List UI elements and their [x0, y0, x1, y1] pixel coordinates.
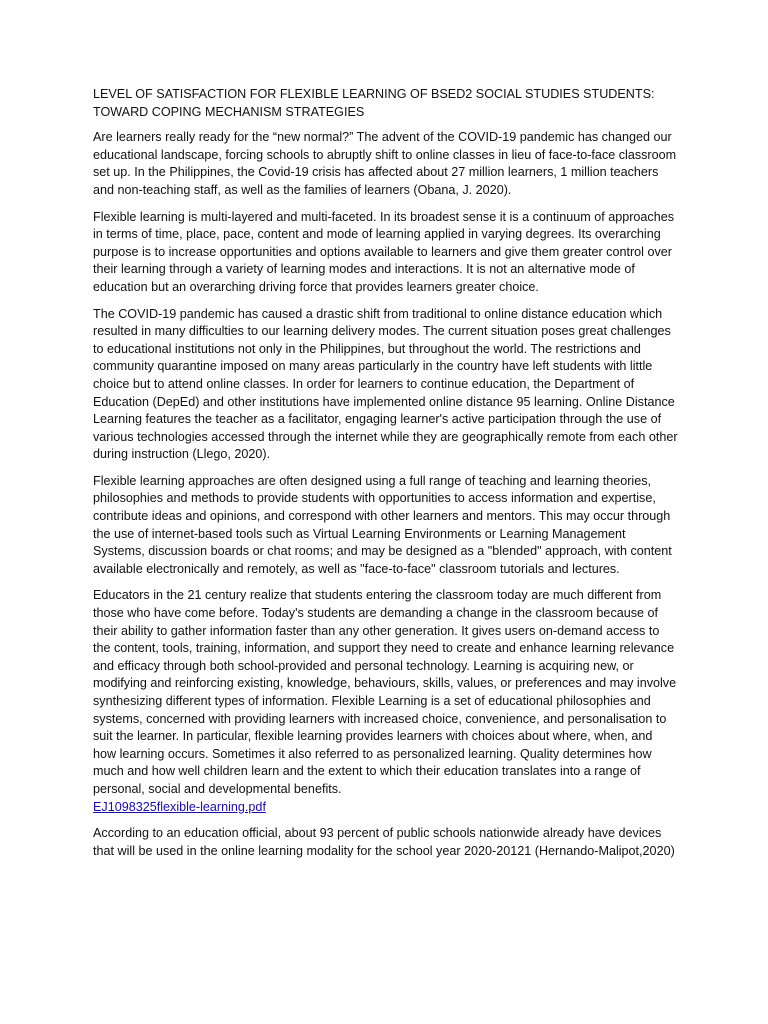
document-title: LEVEL OF SATISFACTION FOR FLEXIBLE LEARNING OF BSED2 SOCIAL STUDIES STUDENTS: TOWARD COPING MECHANISM STRATEGIES — [93, 87, 655, 119]
paragraph-flexible-learning-definition: Flexible learning is multi-layered and multi-faceted. In its broadest sense it is a continuum of approaches in terms of time, place, pace, content and mode of learning applied in varying degrees. Its overarching purpose is to increase opportunities and options available to learners and give them greater control over their learning through a variety of learning modes and interactions. It is not an alternative mode of education but an overarching driving force that provides learners greater choice. — [93, 209, 675, 294]
paragraph-covid-shift: The COVID-19 pandemic has caused a drastic shift from traditional to online distance education which resulted in many difficulties to our learning delivery modes. The current situation poses great challenges to educational institutions not only in the Philippines, but throughout the world. The restrictions and community quarantine imposed on many areas particularly in the country have left students with little choice but to attend online classes. In order for learners to continue education, the Department of Education (DepEd) and other institutions have implemented online distance 95 learning. Online Distance Learning features the teacher as a facilitator, engaging learner's active participation through the use of various technologies accessed through the internet while they are geographically remote from each other during instruction (Llego, 2020). — [93, 306, 678, 462]
paragraph-new-normal: Are learners really ready for the “new normal?” The advent of the COVID-19 pandemic has changed our educational landscape, forcing schools to abruptly shift to online classes in lieu of face-to-face classroom set up. In the Philippines, the Covid-19 crisis has affected about 27 million learners, 1 million teachers and non-teaching staff, as well as the families of learners (Obana, J. 2020). — [93, 130, 677, 197]
paragraph-public-schools-devices: According to an education official, about 93 percent of public schools nationwide already have devices that will be used in the online learning modality for the school year 2020-20121 (Hernando-Malipot,2020) — [93, 826, 675, 858]
flexible-learning-pdf-link[interactable]: EJ1098325flexible-learning.pdf — [93, 799, 266, 814]
paragraph-flexible-approaches: Flexible learning approaches are often designed using a full range of teaching and learning theories, philosophies and methods to provide students with opportunities to access information and expertise, contribute ideas and opinions, and correspond with other learners and mentors. This may occur through the use of internet-based tools such as Virtual Learning Environments or Learning Management Systems, discussion boards or chat rooms; and may be designed as a "blended" approach, with content available electronically and remotely, as well as "face-to-face" classroom tutorials and lectures. — [93, 473, 672, 576]
paragraph-educators-21-century — [93, 587, 678, 816]
paragraph-educators-text: Educators in the 21 century realize that students entering the classroom today are much different from those who have come before. Today's students are demanding a change in the classroom because of their ability to gather information faster than any other generation. It gives users on-demand access to the content, tools, training, information, and support they need to create and enhance learning relevance and efficacy through both school-provided and personal technology. Learning is acquiring new, or modifying and reinforcing existing, knowledge, behaviours, skills, values, or preferences and may involve synthesizing different types of information. Flexible Learning is a set of educational philosophies and systems, concerned with providing learners with increased choice, convenience, and personalisation to suit the learner. In particular, flexible learning provides learners with choices about where, when, and how learning occurs. Sometimes it also referred to as personalized learning. Quality determines how much and how well children learn and the extent to which their education translates into a range of personal, social and developmental benefits. — [93, 588, 677, 796]
document-page — [93, 86, 678, 869]
